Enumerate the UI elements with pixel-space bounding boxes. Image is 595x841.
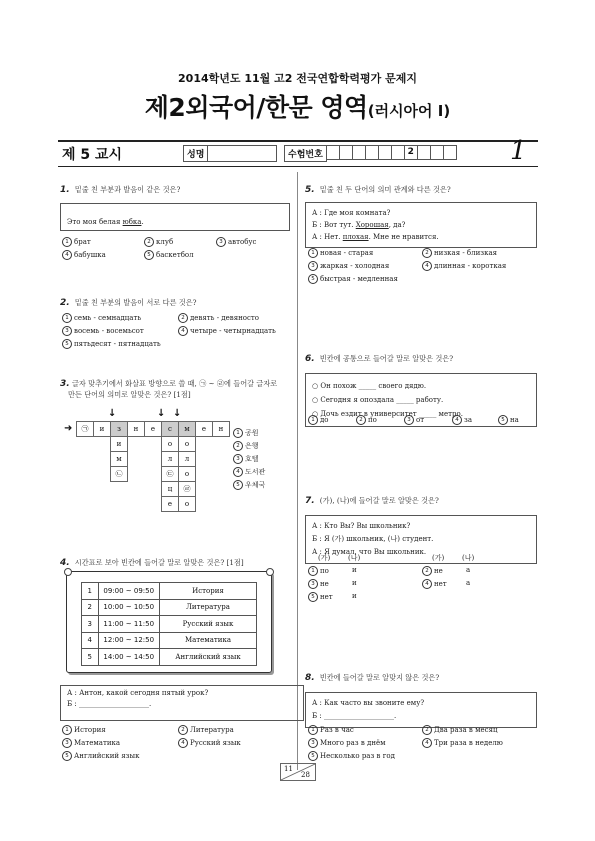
crossword-cell: н (128, 422, 145, 437)
name-label: 성명 (184, 146, 208, 161)
page-number-large: 1 (510, 136, 527, 166)
q8-option-4[interactable]: 4 Три раза в неделю (422, 738, 503, 748)
crossword-cell: л (179, 452, 196, 467)
timetable-time: 10:00 ~ 10:50 (98, 599, 159, 616)
crossword-empty (111, 482, 128, 497)
crossword-cell: о (179, 437, 196, 452)
crossword-cell: з (111, 422, 128, 437)
crossword-cell: о (179, 497, 196, 512)
crossword-cell: и (94, 422, 111, 437)
footer-page: 11 (284, 765, 293, 773)
timetable-row (82, 583, 257, 600)
q1-sentence-end: . (141, 218, 144, 226)
q3-option-4[interactable]: 4 도서관 (233, 466, 265, 479)
crossword-empty (213, 482, 230, 497)
crossword-empty (145, 452, 162, 467)
q2-option-4[interactable]: 4 четыре - четырнадцать (178, 326, 276, 336)
q5-option-3[interactable]: 3 жаркая - холодная (308, 261, 389, 271)
q5-line2: Б : Вот тут. Хорошая, да? (312, 221, 406, 229)
q6-line1: ○ Он похож _____ своего дядю. (312, 382, 427, 390)
q7-col-head-b-2: (나) (462, 554, 475, 562)
q6-option-2[interactable]: 2 по (356, 415, 377, 425)
page-footer (280, 763, 316, 781)
crossword-empty (94, 497, 111, 512)
crossword-empty (213, 497, 230, 512)
column-divider (297, 172, 298, 770)
q1-sentence: Это моя белая (67, 218, 123, 226)
q4-dialog-box (60, 685, 304, 721)
timetable-period: 4 (82, 632, 99, 649)
crossword-cell: ㉡ (111, 467, 128, 482)
crossword-empty (145, 497, 162, 512)
timetable-subject: Литература (159, 599, 256, 616)
crossword-empty (196, 482, 213, 497)
q2-option-3[interactable]: 3 восемь - восемьсот (62, 326, 144, 336)
q3-option-2[interactable]: 2 은행 (233, 440, 265, 453)
crossword-empty (196, 452, 213, 467)
crossword-empty (128, 497, 145, 512)
crossword-empty (128, 437, 145, 452)
q4-options (62, 725, 292, 765)
q7-option-1[interactable]: 1 по и (308, 566, 329, 576)
q3-title-line2: 만든 단어의 의미로 알맞은 것은? [1점] (68, 390, 191, 400)
crossword-cell: о (162, 437, 179, 452)
q3-options (233, 427, 265, 492)
q7-number: 7. (305, 496, 315, 506)
crossword-cell: м (179, 422, 196, 437)
q1-underlined-word: юбка (122, 218, 142, 226)
q7-options (308, 553, 538, 605)
q7-line3: А : Я думал, что Вы школьник. (312, 548, 427, 556)
crossword-empty (145, 467, 162, 482)
header-rule-top (58, 140, 538, 142)
crossword-cell: с (162, 422, 179, 437)
exam-number-cell[interactable] (327, 145, 340, 160)
timetable-period: 1 (82, 583, 99, 600)
timetable-time: 11:00 ~ 11:50 (98, 616, 159, 633)
q2-title: 밑줄 친 부분의 발음이 서로 다른 것은? (74, 298, 197, 307)
timetable-time: 14:00 ~ 14:50 (98, 649, 159, 666)
crossword-empty (213, 452, 230, 467)
timetable-time: 09:00 ~ 09:50 (98, 583, 159, 600)
q6-options (308, 415, 538, 427)
crossword-cell: ㉣ (179, 482, 196, 497)
crossword-cell: ㉠ (77, 422, 94, 437)
q7-col-head-a-2: (가) (432, 554, 445, 562)
crossword-cell: ц (162, 482, 179, 497)
crossword-cell: л (162, 452, 179, 467)
q4-option-3[interactable]: 3 Математика (62, 738, 120, 748)
q5-option-5[interactable]: 5 быстрая - медленная (308, 274, 398, 284)
q6-option-4[interactable]: 4 за (452, 415, 472, 425)
timetable-row (82, 599, 257, 616)
q8-option-2[interactable]: 2 Два раза в месяц (422, 725, 498, 735)
right-arrow-icon: ➜ (64, 423, 73, 434)
crossword-cell: м (111, 452, 128, 467)
q8-line2: Б : ____________________. (312, 712, 397, 720)
q4-title: 시간표로 보아 빈칸에 들어갈 말로 알맞은 것은? [1점] (74, 558, 244, 567)
question-3 (60, 378, 295, 400)
q1-number: 1. (60, 185, 70, 195)
timetable-period: 5 (82, 649, 99, 666)
q1-option-2[interactable]: 2 клуб (144, 237, 173, 247)
q4-option-1[interactable]: 1 История (62, 725, 106, 735)
q4-option-2[interactable]: 2 Литература (178, 725, 234, 735)
q8-option-3[interactable]: 3 Много раз в днём (308, 738, 386, 748)
q7-line1: А : Кто Вы? Вы школьник? (312, 522, 411, 530)
crossword-empty (77, 482, 94, 497)
q5-number: 5. (305, 185, 315, 195)
down-arrow-icon: ↓ (157, 408, 166, 419)
question-2 (60, 290, 290, 353)
crossword-empty (128, 452, 145, 467)
q5-line3: А : Нет. плохая. Мне не нравится. (312, 233, 439, 241)
crossword-cell: е (145, 422, 162, 437)
q6-option-3[interactable]: 3 от (404, 415, 424, 425)
crossword-empty (128, 482, 145, 497)
crossword-empty (77, 452, 94, 467)
q2-option-1[interactable]: 1 семь - семнадцать (62, 313, 141, 323)
q6-line2: ○ Сегодня я опоздала _____ работу. (312, 396, 444, 404)
footer-total: 28 (301, 771, 310, 779)
crossword-empty (94, 467, 111, 482)
exam-number-cell[interactable] (392, 145, 405, 160)
timetable-pin-left (64, 568, 72, 576)
crossword-empty (196, 497, 213, 512)
q8-options (308, 725, 538, 765)
timetable-period: 2 (82, 599, 99, 616)
q6-option-1[interactable]: 1 до (308, 415, 329, 425)
exam-title-main: 제2외국어/한문 영역 (144, 93, 368, 122)
q7-line2: Б : Я (가) школьник, (나) студент. (312, 535, 434, 543)
crossword-empty (213, 467, 230, 482)
timetable-row (82, 649, 257, 666)
question-5 (305, 177, 537, 248)
q3-option-3[interactable]: 3 호텔 (233, 453, 265, 466)
q8-box (305, 692, 537, 728)
crossword-cell: ㉢ (162, 467, 179, 482)
q1-option-3[interactable]: 3 автобус (216, 237, 256, 247)
crossword-empty (196, 467, 213, 482)
question-4 (60, 550, 295, 569)
exam-number-cell[interactable] (431, 145, 444, 160)
timetable-subject: Математика (159, 632, 256, 649)
q5-line1: А : Где моя комната? (312, 209, 391, 217)
q6-title: 빈칸에 공통으로 들어갈 말로 알맞은 것은? (319, 354, 454, 363)
timetable-subject: Русский язык (159, 616, 256, 633)
q7-option-3[interactable]: 3 не и (308, 579, 329, 589)
q1-option-4[interactable]: 4 бабушка (62, 250, 106, 260)
crossword-cell: о (179, 467, 196, 482)
q3-number: 3. (60, 379, 70, 389)
timetable-row (82, 632, 257, 649)
q4-option-4[interactable]: 4 Русский язык (178, 738, 241, 748)
q7-option-2[interactable]: 2 не а (422, 566, 443, 576)
crossword-cell: е (196, 422, 213, 437)
crossword-empty (111, 497, 128, 512)
q2-option-5[interactable]: 5 пятьдесят - пятнадцать (62, 339, 161, 349)
q7-option-5[interactable]: 5 нет и (308, 592, 333, 602)
question-8 (305, 665, 537, 728)
name-field[interactable] (183, 145, 277, 162)
exam-number-cell[interactable] (379, 145, 392, 160)
timetable-pin-right (266, 568, 274, 576)
exam-number-cell[interactable] (353, 145, 366, 160)
q6-line3: ○ Дочь ездит в университет _____ метро. (312, 410, 463, 418)
crossword-empty (145, 482, 162, 497)
exam-number-cell[interactable]: 2 (405, 145, 418, 160)
question-1 (60, 177, 290, 263)
q1-title: 밑줄 친 부분과 발음이 같은 것은? (74, 185, 181, 194)
period-label: 제 5 교시 (62, 147, 123, 163)
crossword-empty (196, 437, 213, 452)
q8-number: 8. (305, 673, 315, 683)
q8-option-1[interactable]: 1 Раз в час (308, 725, 354, 735)
q3-option-1[interactable]: 1 공원 (233, 427, 265, 440)
q5-box (305, 202, 537, 248)
crossword-empty (94, 482, 111, 497)
crossword-empty (77, 467, 94, 482)
exam-title-sub: (러시아어 Ⅰ) (367, 102, 451, 120)
crossword-empty (213, 437, 230, 452)
exam-number-field[interactable] (284, 145, 457, 160)
q3-option-5[interactable]: 5 우체국 (233, 479, 265, 492)
down-arrow-icon: ↓ (108, 408, 117, 419)
exam-number-cell[interactable] (340, 145, 353, 160)
crossword-empty (128, 467, 145, 482)
q5-option-1[interactable]: 1 новая - старая (308, 248, 373, 258)
q4-option-5[interactable]: 5 Английский язык (62, 751, 139, 761)
q8-line1: А : Как часто вы звоните ему? (312, 699, 425, 707)
timetable-board (66, 571, 272, 673)
q1-option-5[interactable]: 5 баскетбол (144, 250, 194, 260)
q8-option-5[interactable]: 5 Несколько раз в год (308, 751, 395, 761)
exam-number-cell[interactable] (366, 145, 379, 160)
q3-title-line1: 글자 맞추기에서 화살표 방향으로 쓸 때, ㉠ ~ ㉣에 들어갈 글자로 (71, 379, 278, 388)
q4-number: 4. (60, 558, 70, 568)
q7-col-head-b: (나) (348, 554, 361, 562)
q7-col-head-a: (가) (318, 554, 331, 562)
timetable-period: 3 (82, 616, 99, 633)
timetable-time: 12:00 ~ 12:50 (98, 632, 159, 649)
crossword-empty (145, 437, 162, 452)
exam-number-cell[interactable] (418, 145, 431, 160)
exam-number-label: 수험번호 (284, 145, 327, 162)
exam-number-cell[interactable] (444, 145, 457, 160)
q5-title: 밑줄 친 두 단어의 의미 관계와 다른 것은? (319, 185, 451, 194)
q5-options (308, 248, 538, 288)
exam-title (0, 88, 595, 124)
crossword-grid (76, 421, 230, 512)
crossword-cell: н (213, 422, 230, 437)
crossword-cell: е (162, 497, 179, 512)
exam-header-line: 2014학년도 11월 고2 전국연합학력평가 문제지 (178, 72, 417, 85)
header-rule-bottom (58, 166, 538, 167)
q1-option-1[interactable]: 1 брат (62, 237, 91, 247)
timetable-row (82, 616, 257, 633)
q7-title: (가), (나)에 들어갈 말로 알맞은 것은? (319, 496, 439, 505)
q4-dialog-b: Б : ____________________. (67, 700, 152, 708)
crossword-empty (94, 452, 111, 467)
q7-option-4[interactable]: 4 нет а (422, 579, 447, 589)
crossword-empty (94, 437, 111, 452)
q5-option-4[interactable]: 4 длинная - короткая (422, 261, 506, 271)
q5-option-2[interactable]: 2 низкая - близкая (422, 248, 497, 258)
q4-dialog-a: А : Антон, какой сегодня пятый урок? (67, 689, 209, 697)
q2-option-2[interactable]: 2 девять - девяносто (178, 313, 259, 323)
q6-number: 6. (305, 354, 315, 364)
down-arrow-icon: ↓ (173, 408, 182, 419)
crossword-cell: и (111, 437, 128, 452)
q6-option-5[interactable]: 5 на (498, 415, 519, 425)
q1-box (60, 203, 290, 231)
q8-title: 빈칸에 들어갈 말로 알맞지 않은 것은? (319, 673, 440, 682)
q2-number: 2. (60, 298, 70, 308)
timetable-subject: Английский язык (159, 649, 256, 666)
timetable-subject: История (159, 583, 256, 600)
crossword-empty (77, 437, 94, 452)
crossword-empty (77, 497, 94, 512)
